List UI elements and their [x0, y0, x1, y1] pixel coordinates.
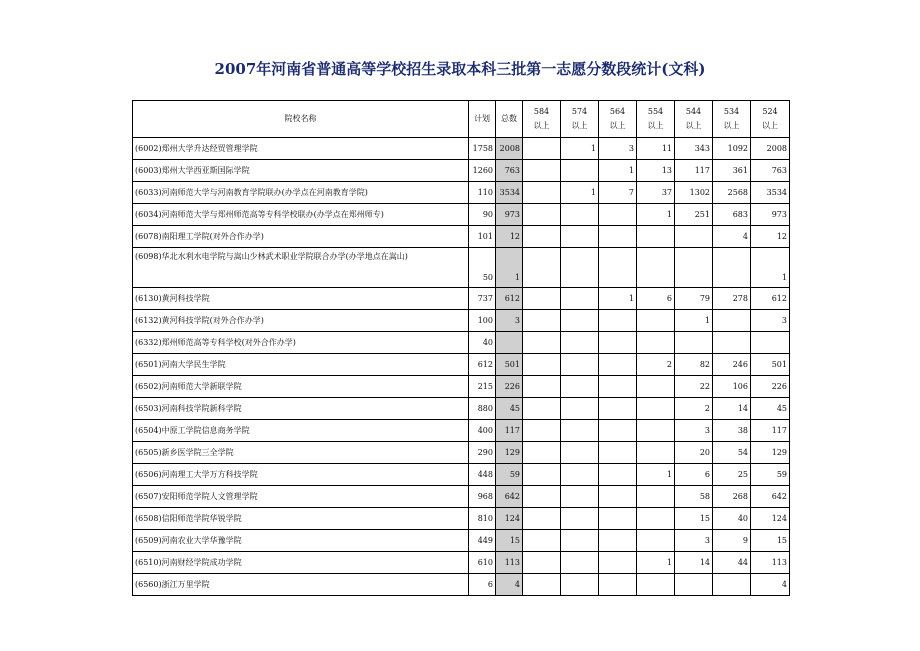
band-cell: 1: [561, 182, 599, 204]
header-school: 院校名称: [133, 101, 469, 138]
band-cell: [599, 442, 637, 464]
school-name-cell: (6034)河南师范大学与郑州师范高等专科学校联办(办学点在郑州师专): [133, 204, 469, 226]
band-cell: [637, 332, 675, 354]
band-cell: [599, 552, 637, 574]
band-cell: 40: [713, 508, 751, 530]
band-cell: 44: [713, 552, 751, 574]
table-row: [133, 420, 790, 442]
band-cell: 1: [751, 248, 790, 288]
band-cell: [561, 398, 599, 420]
table-row: [133, 530, 790, 552]
band-cell: [599, 486, 637, 508]
band-cell: [523, 508, 561, 530]
school-name-cell: (6130)黄河科技学院: [133, 288, 469, 310]
band-cell: 1: [637, 552, 675, 574]
band-cell: [599, 332, 637, 354]
band-cell: [675, 226, 713, 248]
band-cell: 501: [751, 354, 790, 376]
band-cell: [637, 376, 675, 398]
band-cell: 226: [751, 376, 790, 398]
table-row: [133, 398, 790, 420]
band-cell: [637, 310, 675, 332]
band-cell: 2008: [751, 138, 790, 160]
plan-cell: 50: [469, 248, 496, 288]
band-cell: [675, 332, 713, 354]
band-cell: [637, 508, 675, 530]
band-cell: [713, 574, 751, 596]
band-cell: [523, 226, 561, 248]
band-cell: 15: [675, 508, 713, 530]
band-cell: 82: [675, 354, 713, 376]
band-cell: [561, 204, 599, 226]
table-row: [133, 310, 790, 332]
band-cell: 25: [713, 464, 751, 486]
band-cell: 54: [713, 442, 751, 464]
header-band: 534 以上: [713, 101, 751, 138]
band-cell: 38: [713, 420, 751, 442]
band-cell: 1302: [675, 182, 713, 204]
band-cell: [599, 420, 637, 442]
band-cell: [637, 574, 675, 596]
band-cell: [599, 376, 637, 398]
band-cell: 11: [637, 138, 675, 160]
band-cell: [637, 442, 675, 464]
band-cell: 1: [561, 138, 599, 160]
school-name-cell: (6033)河南师范大学与河南教育学院联办(办学点在河南教育学院): [133, 182, 469, 204]
band-cell: [599, 574, 637, 596]
band-cell: [599, 464, 637, 486]
total-cell: 973: [496, 204, 523, 226]
total-cell: 12: [496, 226, 523, 248]
table-row: [133, 552, 790, 574]
band-cell: [523, 138, 561, 160]
band-cell: [637, 420, 675, 442]
band-cell: 4: [751, 574, 790, 596]
table-row: [133, 204, 790, 226]
band-cell: [523, 398, 561, 420]
school-name-cell: (6503)河南科技学院新科学院: [133, 398, 469, 420]
band-cell: 1: [637, 464, 675, 486]
total-cell: 226: [496, 376, 523, 398]
band-cell: 59: [751, 464, 790, 486]
school-name-cell: (6003)郑州大学西亚斯国际学院: [133, 160, 469, 182]
band-cell: [523, 530, 561, 552]
band-cell: 58: [675, 486, 713, 508]
band-cell: [523, 442, 561, 464]
band-cell: 1: [637, 204, 675, 226]
table-row: [133, 288, 790, 310]
score-table: [132, 100, 790, 596]
total-cell: [496, 332, 523, 354]
band-cell: 117: [751, 420, 790, 442]
total-cell: 15: [496, 530, 523, 552]
total-cell: 1: [496, 248, 523, 288]
total-cell: 2008: [496, 138, 523, 160]
plan-cell: 1260: [469, 160, 496, 182]
school-name-cell: (6501)河南大学民生学院: [133, 354, 469, 376]
band-cell: 973: [751, 204, 790, 226]
table-row: [133, 376, 790, 398]
plan-cell: 810: [469, 508, 496, 530]
plan-cell: 6: [469, 574, 496, 596]
band-cell: [523, 552, 561, 574]
band-cell: 343: [675, 138, 713, 160]
school-name-cell: (6002)郑州大学升达经贸管理学院: [133, 138, 469, 160]
total-cell: 129: [496, 442, 523, 464]
band-cell: 2568: [713, 182, 751, 204]
band-cell: [637, 226, 675, 248]
header-plan: 计划: [469, 101, 496, 138]
band-cell: [599, 508, 637, 530]
school-name-cell: (6332)郑州师范高等专科学校(对外合作办学): [133, 332, 469, 354]
school-name-cell: (6098)华北水利水电学院与嵩山少林武术职业学院联合办学(办学地点在嵩山): [133, 248, 469, 288]
table-row: [133, 464, 790, 486]
plan-cell: 449: [469, 530, 496, 552]
school-name-cell: (6509)河南农业大学华豫学院: [133, 530, 469, 552]
plan-cell: 968: [469, 486, 496, 508]
header-band: 554 以上: [637, 101, 675, 138]
band-cell: [523, 376, 561, 398]
band-cell: 20: [675, 442, 713, 464]
band-cell: [561, 288, 599, 310]
header-band: 564 以上: [599, 101, 637, 138]
band-cell: [637, 398, 675, 420]
band-cell: 14: [713, 398, 751, 420]
plan-cell: 290: [469, 442, 496, 464]
band-cell: [523, 464, 561, 486]
page-title: 2007年河南省普通高等学校招生录取本科三批第一志愿分数段统计(文科): [214, 60, 706, 78]
band-cell: 268: [713, 486, 751, 508]
band-cell: 6: [675, 464, 713, 486]
band-cell: [523, 288, 561, 310]
band-cell: [675, 248, 713, 288]
school-name-cell: (6508)信阳师范学院华锐学院: [133, 508, 469, 530]
band-cell: 22: [675, 376, 713, 398]
school-name-cell: (6504)中原工学院信息商务学院: [133, 420, 469, 442]
band-cell: [561, 464, 599, 486]
band-cell: [523, 332, 561, 354]
table-row: [133, 182, 790, 204]
band-cell: [599, 310, 637, 332]
band-cell: 361: [713, 160, 751, 182]
band-cell: [713, 310, 751, 332]
band-cell: [523, 574, 561, 596]
band-cell: 79: [675, 288, 713, 310]
plan-cell: 110: [469, 182, 496, 204]
school-name-cell: (6132)黄河科技学院(对外合作办学): [133, 310, 469, 332]
band-cell: 612: [751, 288, 790, 310]
band-cell: 14: [675, 552, 713, 574]
band-cell: 642: [751, 486, 790, 508]
band-cell: 3534: [751, 182, 790, 204]
total-cell: 642: [496, 486, 523, 508]
plan-cell: 400: [469, 420, 496, 442]
band-cell: 37: [637, 182, 675, 204]
band-cell: [523, 248, 561, 288]
header-total: 总数: [496, 101, 523, 138]
band-cell: [599, 398, 637, 420]
plan-cell: 90: [469, 204, 496, 226]
band-cell: 3: [599, 138, 637, 160]
band-cell: 1092: [713, 138, 751, 160]
band-cell: 763: [751, 160, 790, 182]
header-band: 544 以上: [675, 101, 713, 138]
band-cell: 1: [599, 288, 637, 310]
band-cell: 129: [751, 442, 790, 464]
band-cell: 1: [599, 160, 637, 182]
band-cell: [523, 182, 561, 204]
table-body: [133, 138, 790, 596]
band-cell: 7: [599, 182, 637, 204]
band-cell: 13: [637, 160, 675, 182]
school-name-cell: (6506)河南理工大学万方科技学院: [133, 464, 469, 486]
band-cell: 2: [637, 354, 675, 376]
band-cell: [561, 376, 599, 398]
band-cell: 9: [713, 530, 751, 552]
band-cell: [713, 332, 751, 354]
band-cell: [523, 486, 561, 508]
band-cell: [599, 226, 637, 248]
band-cell: [523, 160, 561, 182]
plan-cell: 100: [469, 310, 496, 332]
plan-cell: 612: [469, 354, 496, 376]
table-row: [133, 508, 790, 530]
total-cell: 59: [496, 464, 523, 486]
band-cell: [561, 574, 599, 596]
total-cell: 3: [496, 310, 523, 332]
band-cell: 2: [675, 398, 713, 420]
band-cell: 246: [713, 354, 751, 376]
school-name-cell: (6507)安阳师范学院人文管理学院: [133, 486, 469, 508]
plan-cell: 1758: [469, 138, 496, 160]
table-row: [133, 574, 790, 596]
plan-cell: 40: [469, 332, 496, 354]
total-cell: 117: [496, 420, 523, 442]
total-cell: 763: [496, 160, 523, 182]
school-name-cell: (6510)河南财经学院成功学院: [133, 552, 469, 574]
band-cell: 12: [751, 226, 790, 248]
plan-cell: 215: [469, 376, 496, 398]
total-cell: 501: [496, 354, 523, 376]
band-cell: [599, 530, 637, 552]
total-cell: 113: [496, 552, 523, 574]
band-cell: 1: [675, 310, 713, 332]
band-cell: [713, 248, 751, 288]
plan-cell: 880: [469, 398, 496, 420]
band-cell: [523, 310, 561, 332]
band-cell: [561, 530, 599, 552]
table-row: [133, 332, 790, 354]
table-row: [133, 248, 790, 288]
band-cell: 113: [751, 552, 790, 574]
band-cell: [523, 420, 561, 442]
table-row: [133, 226, 790, 248]
band-cell: 45: [751, 398, 790, 420]
band-cell: 124: [751, 508, 790, 530]
band-cell: [599, 248, 637, 288]
table-row: [133, 442, 790, 464]
plan-cell: 610: [469, 552, 496, 574]
band-cell: [599, 204, 637, 226]
band-cell: [561, 486, 599, 508]
header-band: 524 以上: [751, 101, 790, 138]
band-cell: [637, 530, 675, 552]
plan-cell: 101: [469, 226, 496, 248]
band-cell: [637, 248, 675, 288]
band-cell: [599, 354, 637, 376]
table-row: [133, 486, 790, 508]
band-cell: [675, 574, 713, 596]
total-cell: 612: [496, 288, 523, 310]
band-cell: 4: [713, 226, 751, 248]
total-cell: 3534: [496, 182, 523, 204]
band-cell: [561, 420, 599, 442]
school-name-cell: (6502)河南师范大学新联学院: [133, 376, 469, 398]
band-cell: [751, 332, 790, 354]
header-row: [133, 101, 790, 138]
band-cell: [561, 552, 599, 574]
plan-cell: 737: [469, 288, 496, 310]
band-cell: 3: [675, 530, 713, 552]
band-cell: [561, 310, 599, 332]
band-cell: [561, 248, 599, 288]
table-row: [133, 138, 790, 160]
band-cell: [561, 508, 599, 530]
table-row: [133, 160, 790, 182]
plan-cell: 448: [469, 464, 496, 486]
header-band: 584 以上: [523, 101, 561, 138]
band-cell: [523, 204, 561, 226]
band-cell: [637, 486, 675, 508]
band-cell: 683: [713, 204, 751, 226]
total-cell: 124: [496, 508, 523, 530]
table-row: [133, 354, 790, 376]
band-cell: 251: [675, 204, 713, 226]
band-cell: [561, 226, 599, 248]
band-cell: [561, 442, 599, 464]
total-cell: 45: [496, 398, 523, 420]
band-cell: 6: [637, 288, 675, 310]
band-cell: [561, 354, 599, 376]
header-band: 574 以上: [561, 101, 599, 138]
school-name-cell: (6078)南阳理工学院(对外合作办学): [133, 226, 469, 248]
band-cell: 3: [751, 310, 790, 332]
band-cell: [561, 332, 599, 354]
school-name-cell: (6505)新乡医学院三全学院: [133, 442, 469, 464]
band-cell: 106: [713, 376, 751, 398]
total-cell: 4: [496, 574, 523, 596]
band-cell: [523, 354, 561, 376]
band-cell: 3: [675, 420, 713, 442]
band-cell: 278: [713, 288, 751, 310]
band-cell: [561, 160, 599, 182]
band-cell: 15: [751, 530, 790, 552]
band-cell: 117: [675, 160, 713, 182]
school-name-cell: (6560)浙江万里学院: [133, 574, 469, 596]
